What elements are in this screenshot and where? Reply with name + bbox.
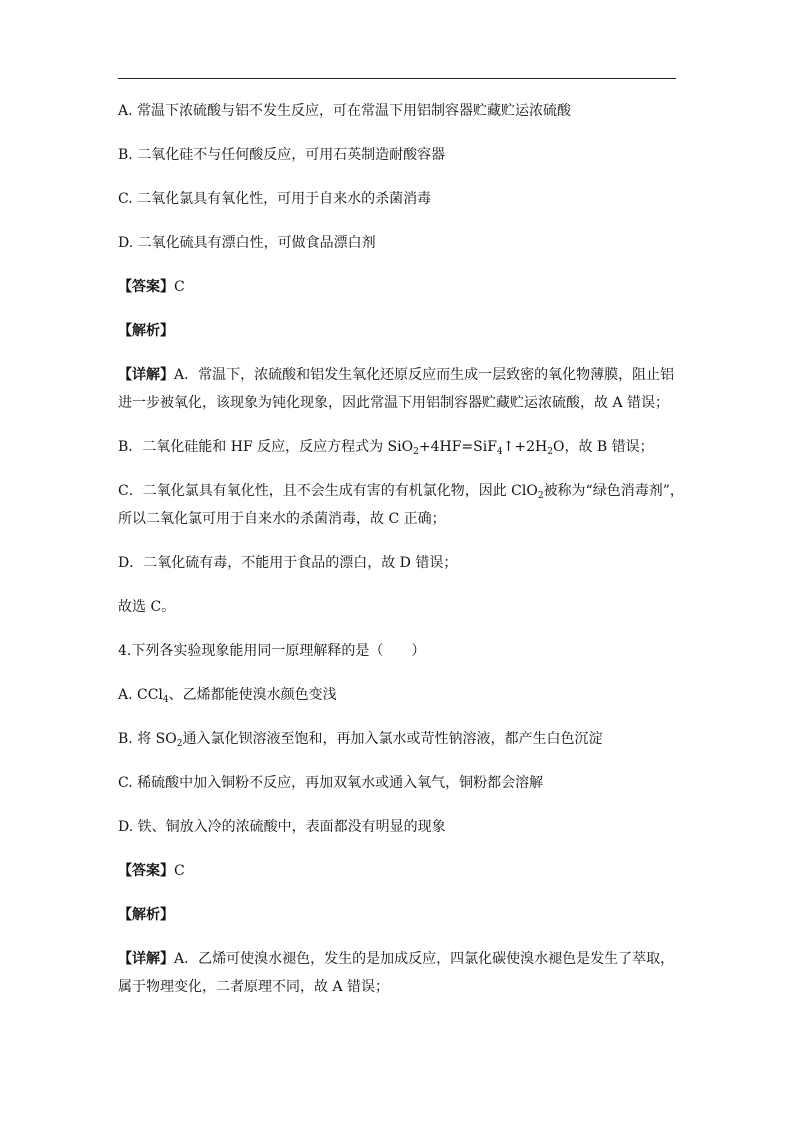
q4-option-b (118, 729, 680, 749)
subscript: 2 (537, 491, 544, 501)
q4-analysis-tag: 【解析】 (118, 907, 174, 923)
q4-option-c: C. 稀硫酸中加入铜粉不反应，再加双氧水或通入氧气，铜粉都会溶解 (118, 775, 544, 791)
answer-value: C (174, 279, 185, 295)
detail-b-pre: B．二氧化硅能和 HF 反应，反应方程式为 SiO (118, 439, 414, 455)
detail-tag: 【详解】 (118, 951, 174, 967)
header-rule (118, 78, 676, 79)
subscript: 2 (547, 447, 553, 457)
q3-detail-c-line1 (118, 481, 684, 501)
q4-detail-a-line1 (118, 949, 680, 969)
q3-option-c: C. 二氧化氯具有氧化性，可用于自来水的杀菌消毒 (118, 191, 432, 207)
detail-c-pre: C．二氧化氯具有氧化性，且不会生成有害的有机氯化物，因此 ClO (118, 483, 538, 499)
subscript: 2 (176, 739, 183, 749)
q3-detail-c-line2: 所以二氧化氯可用于自来水的杀菌消毒，故 C 正确； (118, 511, 446, 527)
q4-answer (118, 861, 680, 881)
answer-value: C (174, 863, 185, 879)
detail-b-mid1: +4HF=SiF (418, 439, 497, 455)
q3-option-d: D. 二氧化硫具有漂白性，可做食品漂白剂 (118, 235, 376, 251)
q4-option-b-post: 通入氯化钡溶液至饱和，再加入氯水或苛性钠溶液，都产生白色沉淀 (182, 731, 603, 747)
q4-option-a-post: 、乙烯都能使溴水颜色变浅 (168, 687, 337, 703)
q4-option-a (118, 685, 680, 705)
q3-analysis-tag: 【解析】 (118, 323, 174, 339)
detail-a-text: A．常温下，浓硫酸和铝发生氧化还原反应而生成一层致密的氧化物薄膜，阻止铝 (174, 367, 675, 383)
detail-a-text: A．乙烯可使溴水褪色，发生的是加成反应，四氯化碳使溴水褪色是发生了萃取， (174, 951, 675, 967)
q3-detail-b (118, 437, 680, 457)
detail-b-post: O，故 B 错误； (552, 439, 654, 455)
q4-option-a-pre: A. CCl (118, 687, 163, 703)
q3-detail-d: D．二氧化硫有毒，不能用于食品的漂白，故 D 错误； (118, 555, 458, 571)
q3-detail-a-line1 (118, 365, 680, 385)
q4-stem: 4.下列各实验现象能用同一原理解释的是（ ） (118, 643, 426, 659)
page-content (118, 101, 684, 997)
q3-conclusion: 故选 C。 (118, 599, 176, 615)
q4-detail-a-line2: 属于物理变化，二者原理不同，故 A 错误； (118, 979, 390, 995)
q3-option-a: A. 常温下浓硫酸与铝不发生反应，可在常温下用铝制容器贮藏贮运浓硫酸 (118, 103, 572, 119)
answer-tag: 【答案】 (118, 279, 174, 295)
detail-b-mid2: ↑+2H (502, 439, 548, 455)
subscript: 4 (162, 695, 169, 705)
q4-option-d: D. 铁、铜放入冷的浓硫酸中，表面都没有明显的现象 (118, 819, 446, 835)
detail-tag: 【详解】 (118, 367, 174, 383)
answer-tag: 【答案】 (118, 863, 174, 879)
q3-answer (118, 277, 680, 297)
detail-c-post: 被称为“绿色消毒剂”， (543, 483, 684, 499)
subscript: 4 (496, 447, 503, 457)
q4-option-b-pre: B. 将 SO (118, 731, 177, 747)
q3-detail-a-line2: 进一步被氧化，该现象为钝化现象，因此常温下用铝制容器贮藏贮运浓硫酸，故 A 错误； (118, 395, 670, 411)
subscript: 2 (413, 447, 419, 457)
q3-option-b: B. 二氧化硅不与任何酸反应，可用石英制造耐酸容器 (118, 147, 446, 163)
